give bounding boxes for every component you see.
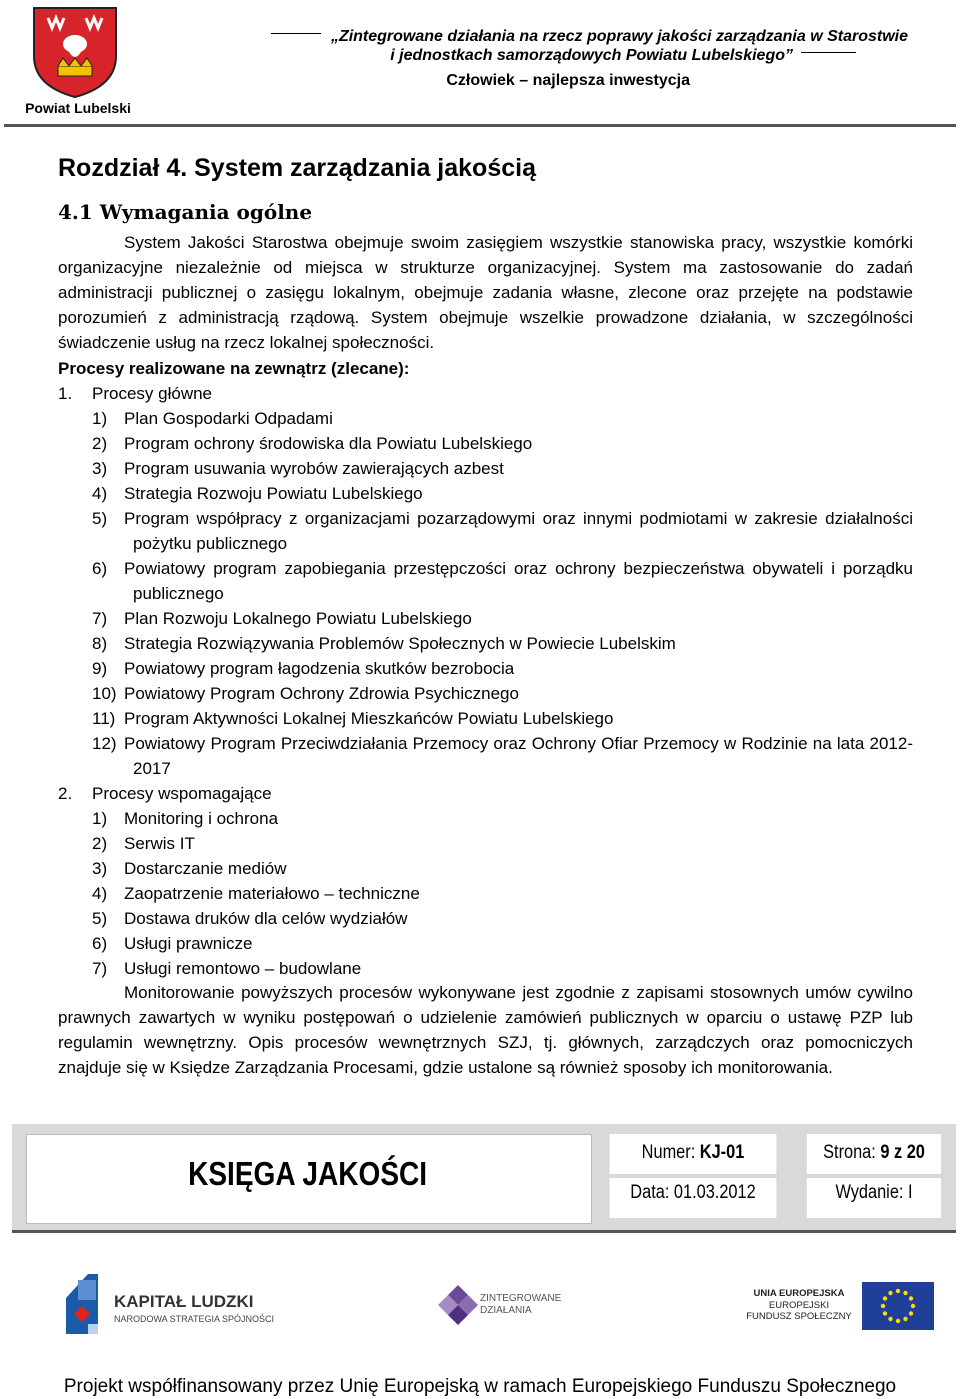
eu-efs-logo xyxy=(742,1280,942,1340)
list-item: 1) Plan Gospodarki Odpadami xyxy=(92,409,333,428)
page-number: Strona: 9 z 20 xyxy=(807,1134,941,1174)
chapter-title: Rozdział 4. System zarządzania jakością xyxy=(58,154,536,182)
section-title: 4.1 Wymagania ogólne xyxy=(58,200,313,224)
kapital-ludzki-logo xyxy=(58,1270,298,1340)
list-item: 4) Zaopatrzenie materiałowo – techniczne xyxy=(92,884,420,903)
document-title: KSIĘGA JAKOŚCI xyxy=(188,1155,428,1192)
eu-line3: FUNDUSZ SPOŁECZNY xyxy=(746,1311,852,1322)
main-processes-number: 1. xyxy=(58,384,73,403)
list-item: 12) Powiatowy Program Przeciwdziałania Przemocy oraz Ochrony Ofiar Przemocy w Rodzinie na lata 2012-2017 xyxy=(92,734,913,778)
kapital-ludzki-icon xyxy=(58,1270,104,1338)
document-edition: Wydanie: I xyxy=(807,1178,941,1218)
document-date: Data: 01.03.2012 xyxy=(610,1178,777,1218)
zd-line2: DZIAŁANIA xyxy=(480,1305,532,1316)
list-item: 3) Dostarczanie mediów xyxy=(92,859,287,878)
project-title-line2: i jednostkach samorządowych Powiatu Lubelskiego” xyxy=(190,47,800,65)
list-item: 9) Powiatowy program łagodzenia skutków bezrobocia xyxy=(92,659,515,678)
list-item: 10) Powiatowy Program Ochrony Zdrowia Psychicznego xyxy=(92,684,519,703)
support-processes-label: Procesy wspomagające xyxy=(92,784,272,803)
powiat-lubelski-crest xyxy=(30,4,120,99)
list-item: 5) Dostawa druków dla celów wydziałów xyxy=(92,909,408,928)
list-item: 6) Usługi prawnicze xyxy=(92,934,253,953)
footer-divider xyxy=(12,1230,956,1233)
document-number: Numer: KJ-01 xyxy=(610,1134,777,1174)
list-item: 1) Monitoring i ochrona xyxy=(92,809,279,828)
list-item: 5) Program współpracy z organizacjami pozarządowymi oraz innymi podmiotami w zakresie działalności pożytku publicznego xyxy=(92,509,913,553)
list-item: 6) Powiatowy program zapobiegania przestępczości oraz ochrony bezpieczeństwa obywateli i porządku publicznego xyxy=(92,559,913,603)
list-item: 7) Plan Rozwoju Lokalnego Powiatu Lubelskiego xyxy=(92,609,472,628)
list-item: 4) Strategia Rozwoju Powiatu Lubelskiego xyxy=(92,484,423,503)
list-item: 2) Serwis IT xyxy=(92,834,195,853)
processes-heading: Procesy realizowane na zewnątrz (zlecane): xyxy=(58,359,410,378)
zd-line1: ZINTEGROWANE xyxy=(480,1293,562,1304)
support-processes-number: 2. xyxy=(58,784,73,803)
project-title-line1: „Zintegrowane działania na rzecz poprawy jakości zarządzania w Starostwie xyxy=(190,28,908,46)
zd-icon xyxy=(438,1283,478,1327)
eu-line1: UNIA EUROPEJSKA xyxy=(753,1288,845,1299)
list-item: 7) Usługi remontowo – budowlane xyxy=(92,959,362,978)
kl-subtitle: NARODOWA STRATEGIA SPÓJNOŚCI xyxy=(114,1314,275,1324)
list-item: 2) Program ochrony środowiska dla Powiatu Lubelskiego xyxy=(92,434,533,453)
main-processes-label: Procesy główne xyxy=(92,384,213,403)
kl-title: KAPITAŁ LUDZKI xyxy=(114,1292,254,1311)
list-item: 8) Strategia Rozwiązywania Problemów Społecznych w Powiecie Lubelskim xyxy=(92,634,676,653)
eu-flag-icon xyxy=(862,1282,934,1330)
closing-paragraph: Monitorowanie powyższych procesów wykonywane jest zgodnie z zapisami stosownych umów cywilno prawnych zawartych w wyniku postępowań o udzielenie zamówień publicznych w oparciu o ustawę PZP lub regulamin wewnętrzny. Opis procesów wewnętrznych SZJ, tj. głównych, zarządczych oraz pomocniczych znajduje się w Księdze Zarządzania Procesami, gdzie ustalone są również sposoby ich monitorowania. xyxy=(58,983,913,1077)
project-motto: Człowiek – najlepsza inwestycja xyxy=(446,72,690,89)
eu-line2: EUROPEJSKI xyxy=(768,1300,830,1311)
intro-paragraph: System Jakości Starostwa obejmuje swoim zasięgiem wszystkie stanowiska pracy, wszystkie komórki organizacyjne niezależnie od miejsca w strukturze organizacyjnej. System ma zastosowanie do zadań administracji publicznej o zasięgu lokalnym, obejmuje zadania własne, zlecone oraz przejęte na podstawie porozumień z administracją rządową. System obejmuje wszelkie prowadzone działania, w szczególności świadczenie usług na rzecz lokalnej społeczności. xyxy=(58,233,913,352)
list-item: 3) Program usuwania wyrobów zawierających azbest xyxy=(92,459,504,478)
list-item: 11) Program Aktywności Lokalnej Mieszkańców Powiatu Lubelskiego xyxy=(92,709,614,728)
cofinancing-note: Projekt współfinansowany przez Unię Europejską w ramach Europejskiego Funduszu Społecznego xyxy=(63,1376,897,1397)
header-divider xyxy=(4,124,956,127)
crest-label: Powiat Lubelski xyxy=(25,100,131,116)
zintegrowane-dzialania-logo xyxy=(438,1283,568,1329)
